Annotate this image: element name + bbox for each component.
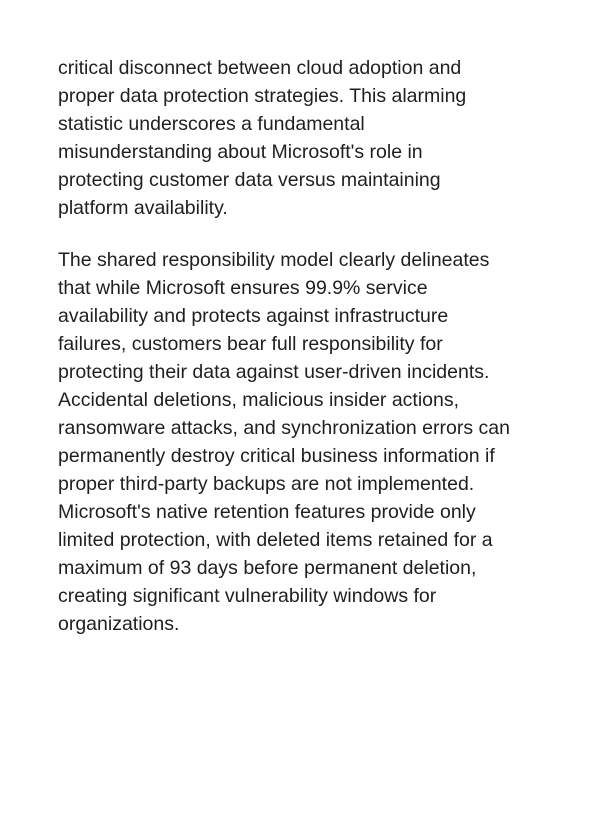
paragraph-line: statistic underscores a fundamental	[58, 113, 365, 135]
paragraph-line: critical disconnect between cloud adoption and	[58, 57, 462, 79]
paragraph-line: The shared responsibility model clearly delineates	[58, 249, 490, 271]
paragraph-line: availability and protects against infrastructure	[58, 305, 449, 327]
paragraph-line: protecting customer data versus maintaining	[58, 169, 441, 191]
paragraph-line: limited protection, with deleted items retained for a	[58, 529, 493, 551]
paragraph-line: platform availability.	[58, 197, 228, 219]
paragraph-line: permanently destroy critical business information if	[58, 445, 495, 467]
paragraph-line: creating significant vulnerability windows for	[58, 585, 437, 607]
paragraph-line: misunderstanding about Microsoft's role in	[58, 141, 423, 163]
paragraph-line: that while Microsoft ensures 99.9% service	[58, 277, 428, 299]
paragraph-line: Accidental deletions, malicious insider actions,	[58, 389, 460, 411]
paragraph-line: protecting their data against user-driven incidents.	[58, 361, 490, 383]
paragraph-line: ransomware attacks, and synchronization errors can	[58, 417, 510, 439]
paragraph-line: organizations.	[58, 613, 180, 635]
paragraph-line: Microsoft's native retention features provide only	[58, 501, 476, 523]
paragraph-line: proper data protection strategies. This alarming	[58, 85, 467, 107]
paragraph-line: failures, customers bear full responsibility for	[58, 333, 443, 355]
paragraph-1	[58, 54, 558, 222]
paragraph-2	[58, 246, 558, 638]
paragraph-line: maximum of 93 days before permanent deletion,	[58, 557, 477, 579]
paragraph-line: proper third-party backups are not implemented.	[58, 473, 475, 495]
